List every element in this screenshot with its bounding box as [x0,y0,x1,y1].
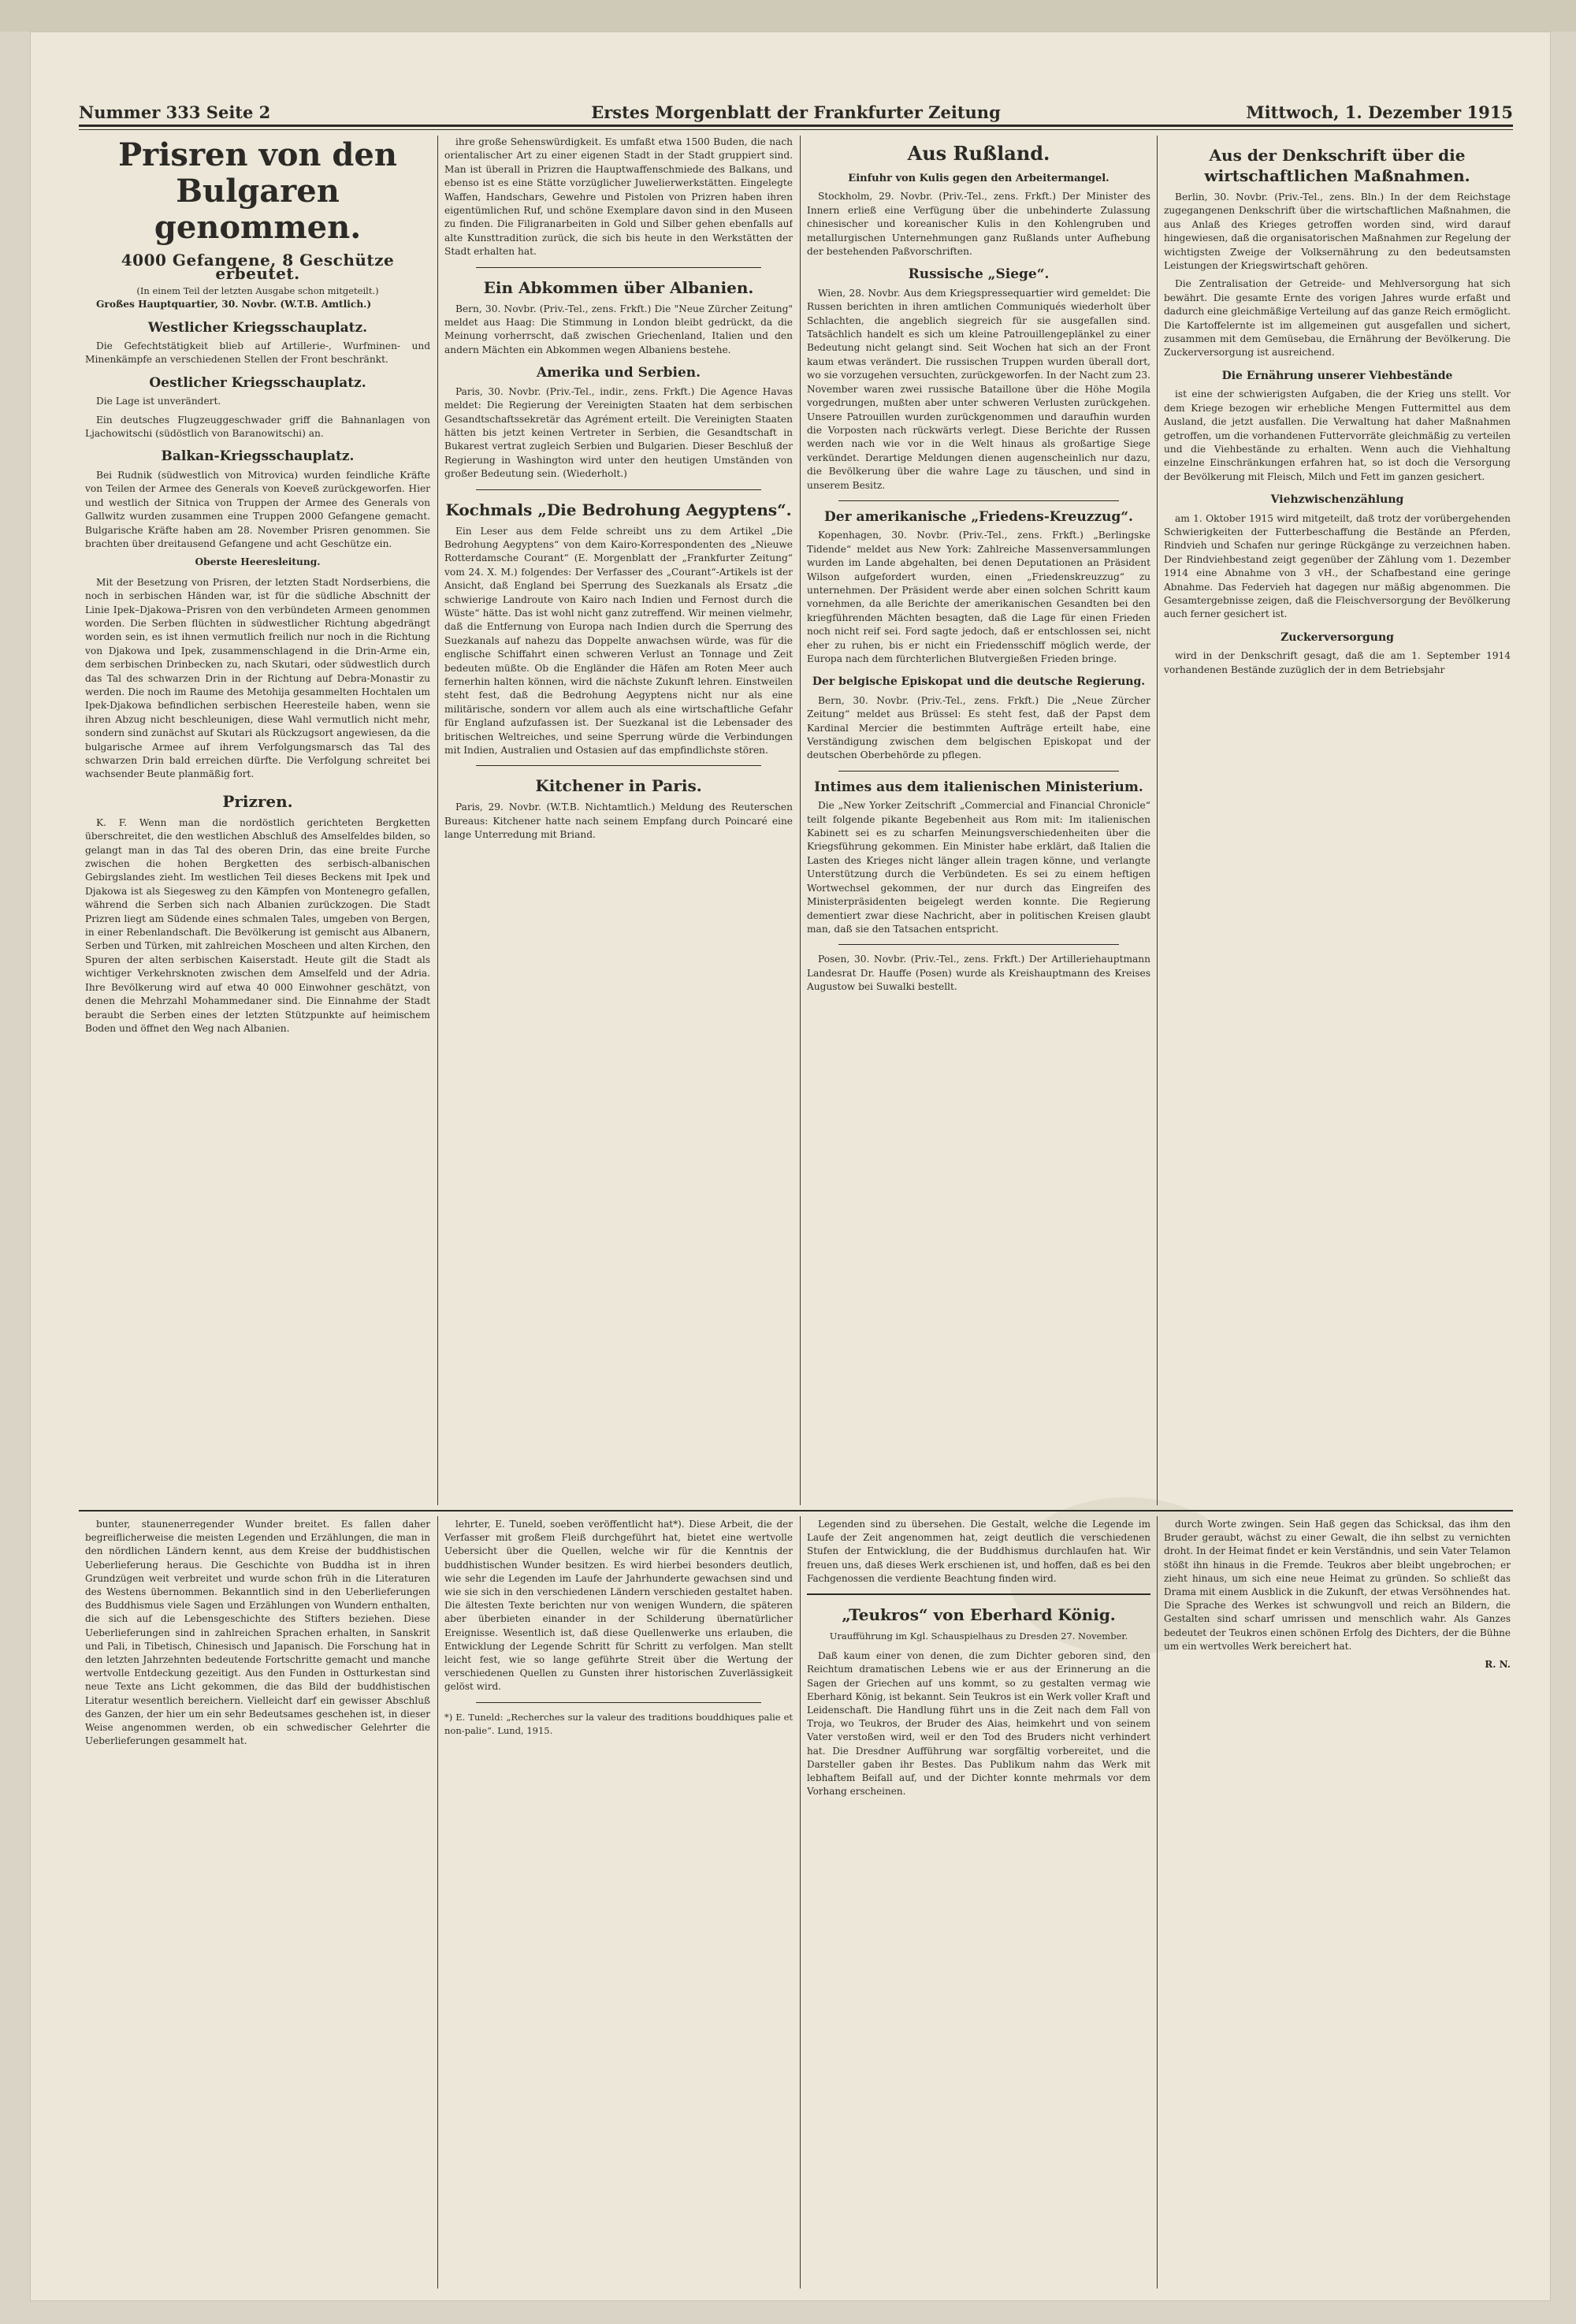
siege-text: Wien, 28. Novbr. Aus dem Kriegspressequartier wird gemeldet: Die Russen berichten in ihren amtlichen Communiqués wiederholt über Schlachten, die angeblich siegreich für sie ausgefallen sind. Tatsächlich handelt es sich um kleine Patrouillengeplänkel zu einer Bedeutung nicht gelangt sind. Seit Wochen hat sich an der Front kaum etwas verändert. Die russischen Truppen wurden überall dort, wo sie vorzugehen versuchten, zurückgeworfen. In der Nacht zum 23. November waren zwei russische Bataillone über die Höhe Mogila vorgedrungen, mußten aber unter schweren Verlusten zurückgehen. Unsere Patrouillen wurden zurückgenommen und daraufhin wurden die Vorposten nach rückwärts verlegt. Diese Berichte der Russen werden nach wie vor in die Welt hinaus als großartige Siege verkündet. Derartige Meldungen dienen augenscheinlich nur dazu, die Bevölkerung über die wahre Lage zu täuschen, und sind in unserem Besitz. [807,287,1150,491]
section-heading-west: Westlicher Kriegsschauplatz. [147,319,368,336]
edition-note: (In einem Teil der letzten Ausgabe schon mitgeteilt.) [136,284,379,296]
article-separator [807,1593,1150,1595]
prizren-text: K. F. Wenn man die nordöstlich gerichteten Bergketten überschreitet, die den westlichen Abschluß des Amselfeldes bilden, so gelangt man in das Tal des oberen Drin, das eine breite Furche zwischen die hohen Bergketten des serbisch-albanischen Gebirgslandes zieht. Im westlichen Teil dieses Beckens mit Ipek und Djakowa ist als Siegesweg zu den Kämpfen von Montenegro gefallen, während die Serben sich nach Albanien zurückzogen. Die Stadt Prizren liegt am Südende eines schmalen Tales, umgeben von Bergen, in einer Rebenlandschaft. Die Bevölkerung ist gemischt aus Albanern, Serben und Türken, mit zahlreichen Moscheen und alten Kirchen, den Spuren der alten serbischen Kaiserstadt. Heute gilt die Stadt als wichtiger Verkehrsknoten zwischen dem Amselfeld und der Adria. Ihre Bevölkerung wird auf etwa 40 000 Einwohner geschätzt, von denen die Mehrzahl Mohammedaner sind. Die Einnahme der Stadt beraubt die Serben eines der letzten Stützpunkte auf heimischem Boden und öffnet den Weg nach Albanien. [85,816,430,1034]
feuilleton-text-4: durch Worte zwingen. Sein Haß gegen das Schicksal, das ihm den Bruder geraubt, wächst zu einer Gewalt, die ihn selbst zu vernichten droht. In der Heimat findet er kein Verständnis, und sein Vater Telamon stößt ihn hinaus in die Fremde. Teukros aber bleibt ungebrochen; er zieht hinaus, um sich eine neue Heimat zu gründen. So schließt das Drama mit einem Ausblick in die Zukunft, der etwas Versöhnendes hat. Die Sprache des Werkes ist schwungvoll und reich an Bildern, die Gestalten sind scharf umrissen und menschlich wahr. Als Ganzes bedeutet der Teukros einen schönen Erfolg des Dichters, der die Bühne um ein wertvolles Werk bereichert hat. [1164,1519,1511,1652]
report-signature: Oberste Heeresleitung. [195,556,321,568]
vieh-text: ist eine der schwierigsten Aufgaben, die der Krieg uns stellt. Vor dem Kriege bezogen wir erhebliche Mengen Futtermittel aus dem Ausland, die jetzt ausfallen. Die Verwaltung hat daher Maßnahmen getroffen, um die vorhandenen Futtervorräte gleichmäßig zu verteilen und die Viehbestände zu erhalten. Wenn auch die Viehhaltung einzelne Einschränkungen erfahren hat, so ist doch die Versorgung der Bevölkerung mit Fleisch, Milch und Fett im ganzen gesichert. [1164,389,1511,482]
siege-heading: Russische „Siege“. [908,266,1050,283]
column-rule [800,136,801,1505]
column-rule [1157,136,1158,1505]
kreuzzug-text: Kopenhagen, 30. Novbr. (Priv.-Tel., zens. Frkft.) „Berlingske Tidende“ meldet aus New York: Zahlreiche Massenversammlungen wurden im Lande abgehalten, bei denen Deputationen an Präsident Wilson aufgefordert wurden, einen „Friedenskreuzzug“ zu unternehmen. Der Präsident werde aber einen solchen Schritt kaum vornehmen, da alle Berichte der amerikanischen Gesandten bei den kriegführenden Mächten besagten, daß die Lage für einen Frieden noch nicht reif sei. Ford sagte jedoch, daß er entschlossen sei, nicht eher zu ruhen, bis er nicht ein Friedensschiff möglich werde, der Europa nach dem fürchterlichen Blutvergießen Frieden bringe. [807,530,1150,664]
italien-text: Die „New Yorker Zeitschrift „Commercial and Financial Chronicle“ teilt folgende pikante Begebenheit aus Rom mit: Im italienischen Kabinett sei es zu scharfen Meinungsverschiedenheiten über die Kriegsführung gekommen. Ein Minister habe erklärt, daß Italien die Lasten des Krieges nicht länger allein tragen könne, und verlangte Unterstützung durch die Verbündeten. Es sei zu einem heftigen Wortwechsel gekommen, der nur durch das Eingreifen des Ministerpräsidenten beigelegt werden konnte. Die Regierung dementiert zwar diese Nachricht, aber in politischen Kreisen glaubt man, daß sie den Tatsachen entspricht. [807,800,1150,935]
teukros-subheading: Uraufführung im Kgl. Schauspielhaus zu Dresden 27. November. [829,1631,1128,1642]
italien-heading: Intimes aus dem italienischen Ministerium. [814,779,1143,795]
newspaper-title: Erstes Morgenblatt der Frankfurter Zeitung [591,102,1001,122]
feuilleton-column-4 [1164,1518,1511,2282]
column-4 [1164,136,1511,1505]
section-heading-ost: Oestlicher Kriegsschauplatz. [149,374,366,391]
column-3 [807,136,1150,1505]
balkan-report: Bei Rudnik (südwestlich von Mitrovica) wurden feindliche Kräfte von Teilen der Armee des Generals von Koeveß zurückgeworfen. Hier und westlich der Sitnica von Truppen der Armee des Generals von Gallwitz wurden zusammen eine Truppen 2000 Gefangene gemacht. Bulgarische Kräfte haben am 28. November Prisren genommen. Sie brachten über dreitausend Gefangene und acht Geschütze ein. [85,469,430,549]
ost-report-2: Ein deutsches Flugzeuggeschwader griff die Bahnanlagen von Ljachowitschi (südöstlich von Baranowitschi) an. [85,414,430,440]
column-rule [437,136,438,1505]
albanien-text: Bern, 30. Novbr. (Priv.-Tel., zens. Frkft.) Die "Neue Zürcher Zeitung" meldet aus Haag: Die Stimmung in London bleibt gedrückt, da die Meinung vorherrscht, daß zwischen Griechenland, Italien und den andern Mächten ein Abkommen wegen Albaniens bestehe. [444,303,793,355]
column-2 [444,136,793,1505]
viehzaehlung-text: am 1. Oktober 1915 wird mitgeteilt, daß trotz der vorübergehenden Schwierigkeiten der Futterbeschaffung die Bestände an Pferden, Rindvieh und Schafen nur geringe Rückgänge zu verzeichnen haben. Der Rindviehbestand zeigt gegenüber der Zählung vom 1. Dezember 1914 eine Abnahme von 3 vH., der Schafbestand eine geringe Abnahme. Das Federvieh hat dagegen nur mäßig abgenommen. Die Gesamtergebnisse zeigen, daß die Fleischversorgung der Bevölkerung auch ferner gesichert ist. [1164,512,1511,620]
kitchener-heading: Kitchener in Paris. [535,776,702,796]
feuilleton-column-3 [807,1518,1150,2282]
article-separator [838,771,1119,772]
russland-text: Stockholm, 29. Novbr. (Priv.-Tel., zens. Frkft.) Der Minister des Innern erließ eine Verfügung über die unbehinderte Zulassung chinesischer und koreanischer Kulis in den Kohlengruben und metallurgischen Unternehmungen ganz Rußlands unter Aufhebung der bestehenden Paßvorschriften. [807,191,1150,258]
russland-heading: Aus Rußland. [907,142,1050,165]
article-separator [476,489,761,490]
issue-number: Nummer 333 Seite 2 [79,102,271,122]
main-headline: Prisren von den Bulgaren genommen. [118,136,397,246]
zucker-text: wird in der Denkschrift gesagt, daß die am 1. September 1914 vorhandenen Bestände zuzüglich der in dem Betriebsjahr [1164,650,1511,675]
feuilleton-column-2 [444,1518,793,2282]
denkschrift-heading: Aus der Denkschrift über die wirtschaftlichen Maßnahmen. [1204,146,1470,185]
russland-subheading: Einfuhr von Kulis gegen den Arbeitermangel. [848,173,1110,184]
feuilleton-column-1 [85,1518,430,2282]
article-separator [476,765,761,766]
issue-date: Mittwoch, 1. Dezember 1915 [1246,102,1513,122]
column-rule [800,1516,801,2289]
author-signature: R. N. [1485,1659,1511,1671]
getreide-text: Die Zentralisation der Getreide- und Mehlversorgung hat sich bewährt. Die gesamte Ernte des vorigen Jahres wurde erfaßt und dadurch eine gleichmäßige Verteilung auf das ganze Reich ermöglicht. Die Kartoffelernte ist im allgemeinen gut ausgefallen und sichert, zusammen mit dem Gemüsebau, die Ernährung der Bevölkerung. Die Zuckerversorgung ist ausreichend. [1164,278,1511,359]
ost-report-1: Die Lage ist unverändert. [96,396,221,407]
footnote-separator [476,1702,761,1703]
zucker-heading: Zuckerversorgung [1280,630,1394,644]
west-report: Die Gefechtstätigkeit blieb auf Artillerie-, Wurfminen- und Minenkämpfe an verschiedenen Stellen der Front beschränkt. [85,340,430,366]
column-rule [437,1516,438,2289]
episkopat-text: Bern, 30. Novbr. (Priv.-Tel., zens. Frkft.) Die „Neue Zürcher Zeitung“ meldet aus Brüssel: Es steht fest, daß der Papst dem Kardinal Mercier die bestimmten Aufträge erteilt habe, eine Verständigung zwischen dem belgischen Episkopat und der deutschen Oberbehörde zu pflegen. [807,694,1150,761]
feuilleton-text-1: bunter, staunenerregender Wunder breitet. Es fallen daher begreiflicherweise die meisten Legenden und Erzählungen, die man in den nördlichen Ländern kennt, aus dem Kreise der buddhistischen Ueberlieferung heraus. Die Geschichte von Buddha ist in ihren Grundzügen weit verbreitet und wurde schon früh in die Literaturen des Westens übernommen. Bekanntlich sind in den Ueberlieferungen des Buddhismus viele Sagen und Erzählungen von Wundern enthalten, die sich auf die Lebensgeschichte des Stifters beziehen. Diese Ueberlieferungen sind in zahlreichen Sprachen erhalten, in Sanskrit und Pali, in Tibetisch, Chinesisch und Japanisch. Die Forschung hat in den letzten Jahrzehnten bedeutende Fortschritte gemacht und manche wertvolle Entdeckung gezeitigt. Aus den Funden in Ostturkestan sind neue Texte ans Licht gekommen, die das Bild der buddhistischen Literatur wesentlich bereichern. Vielleicht darf ein gewisser Abschluß des Ganzen, der hier um ein sehr Bedeutsames geschehen ist, in dieser Weise angenommen werden, ob ein schwedischer Gelehrter die Ueberlieferungen gesammelt hat. [85,1519,430,1747]
subheadline: 4000 Gefangene, 8 Geschütze erbeutet. [121,251,395,284]
amerika-heading: Amerika und Serbien. [536,365,701,381]
aegypten-heading: Kochmals „Die Bedrohung Aegyptens“. [445,500,792,519]
feuilleton-text-3: Legenden sind zu übersehen. Die Gestalt, welche die Legende im Laufe der Zeit angenommen hat, zeigt deutlich die verschiedenen Stufen der Entwicklung, die der Buddhismus durchlaufen hat. Wir freuen uns, daß dieses Werk erschienen ist, und hoffen, daß es bei den Fachgenossen die verdiente Beachtung finden wird. [807,1519,1150,1584]
prizren-continued: ihre große Sehenswürdigkeit. Es umfaßt etwa 1500 Buden, die nach orientalischer Art zu einer eigenen Stadt in der Stadt gruppiert sind. Man ist überall in Prizren die Hauptwaffenschmiede des Balkans, und ebenso ist es eine Stätte vorzüglicher Juwelierwerkstätten. Eingelegte Waffen, Handschars, Gewehre und Pistolen von Prizren haben ihren eigentümlichen Ruf, und schöne Exemplare davon sind in den Museen zu finden. Die Filigranarbeiten in Gold und Silber gehen ebenfalls auf alte Kunsttradition zurück, die sich bis heute in den Werkstätten der Stadt erhalten hat. [444,136,793,258]
teukros-text: Daß kaum einer von denen, die zum Dichter geboren sind, den Reichtum dramatischen Lebens wie er aus der Erinnerung an die Sagen der Griechen auf uns kommt, so zu gestalten vermag wie Eberhard König, ist bekannt. Sein Teukros ist ein Werk voller Kraft und Leidenschaft. Die Handlung führt uns in die Zeit nach dem Fall von Troja, wo Teukros, der Bruder des Aias, heimkehrt und von seinem Vater verstoßen wird, weil er den Tod des Bruders nicht verhindert hat. Die Dresdner Aufführung war sorgfältig vorbereitet, und die Darsteller gaben ihr Bestes. Das Publikum nahm das Werk mit lebhaftem Beifall auf, und der Dichter konnte mehrmals vor dem Vorhang erscheinen. [807,1650,1150,1798]
article-separator [476,267,761,268]
viehzaehlung-heading: Viehzwischenzählung [1270,493,1404,507]
denkschrift-intro: Berlin, 30. Novbr. (Priv.-Tel., zens. Bln.) In der dem Reichstage zugegangenen Denkschrift über die wirtschaftlichen Maßnahmen, die aus Anlaß des Krieges getroffen worden sind, wird darauf hingewiesen, daß die organisatorischen Maßnahmen zur Regelung der wichtigsten Zweige der Volksernährung zu den bedeutsamsten Leistungen der Kriegswirtschaft gehören. [1164,191,1511,272]
article-separator [838,944,1119,945]
footnote: *) E. Tuneld: „Recherches sur la valeur des traditions bouddhiques palie et non-palie“. Lund, 1915. [444,1711,793,1736]
page-edge [0,0,1576,32]
masthead-rule [79,129,1513,130]
prizren-heading: Prizren. [222,791,293,811]
article-separator [838,500,1119,501]
column-1 [85,136,430,1505]
albanien-heading: Ein Abkommen über Albanien. [483,277,754,297]
dateline: Großes Hauptquartier, 30. Novbr. (W.T.B. Amtlich.) [96,299,372,310]
feuilleton-rule [79,1510,1513,1512]
vieh-heading: Die Ernährung unserer Viehbestände [1221,369,1453,382]
masthead [79,102,1513,127]
kitchener-text: Paris, 29. Novbr. (W.T.B. Nichtamtlich.) Meldung des Reuterschen Bureaus: Kitchener hatte nach seinem Empfang durch Poincaré eine lange Unterredung mit Briand. [444,801,793,841]
kreuzzug-heading: Der amerikanische „Friedens-Kreuzzug“. [824,508,1133,525]
episkopat-heading: Der belgische Episkopat und die deutsche Regierung. [812,675,1146,689]
aegypten-text: Ein Leser aus dem Felde schreibt uns zu dem Artikel „Die Bedrohung Aegyptens“ von dem Kairo-Korrespondenten des „Nieuwe Rotterdamsche Courant“ (E. Morgenblatt der „Frankfurter Zeitung“ vom 24. X. M.) folgendes: Der Verfasser des „Courant“-Artikels ist der Ansicht, daß England bei Sperrung des Suezkanals als Ersatz „die schwierige Landroute von Kairo nach Indien und Fernost durch die Wüste“ hätte. Das ist wohl nicht ganz zutreffend. Wir meinen vielmehr, daß die Entfernung von Europa nach Indien durch die Sperrung des Suezkanals auf nahezu das Doppelte anwachsen würde, was für die englische Schiffahrt einen schweren Verlust an Tonnage und Zeit bedeuten müßte. Ob die Engländer die Häfen am Roten Meer auch fernerhin halten können, wird die nächste Zukunft lehren. Einstweilen steht fest, daß die Bedrohung Aegyptens nicht nur als eine militärische, sondern vor allem auch als eine wirtschaftliche Gefahr für England aufzufassen ist. Der Suezkanal ist die Lebensader des britischen Weltreiches, und seine Sperrung würde die Verbindungen mit Indien, Australien und Ostasien auf das empfindlichste stören. [444,525,793,757]
section-heading-balkan: Balkan-Kriegsschauplatz. [161,448,355,465]
column-rule [1157,1516,1158,2289]
analysis-text: Mit der Besetzung von Prisren, der letzten Stadt Nordserbiens, die noch in serbischen Händen war, ist für die südliche Abschnitt der Linie Ipek–Djakowa–Prisren von den verbündeten Armeen genommen worden. Die Serben flüchten in südwestlicher Richtung abgedrängt worden sein, es ist ihnen vermutlich freilich nur noch in die Richtung von Djakowa und Ipek, zusammenschlagend in die Drin-Arme ein, dem serbischen Drinbecken zu, nach Skutari, oder südwestlich durch das Tal des schwarzen Drin in der Richtung auf Debra-Monastir zu werden. Die noch im Raume des Metohija gesammelten Hochtalen um Ipek-Djakowa befindlichen serbischen Heeresteile haben, wenn sie ihren Abzug nicht beschleunigen, diese Wahl vermutlich nicht mehr, sondern sind zunächst auf Skutari als Rückzugsort angewiesen, da die bulgarische Armee auf ihrem Verfolgungsmarsch das Tal des schwarzen Drin bald erreichen dürfte. Die Verfolgung schreitet bei wachsender Beute planmäßig fort. [85,576,430,780]
amerika-text: Paris, 30. Novbr. (Priv.-Tel., indir., zens. Frkft.) Die Agence Havas meldet: Die Regierung der Vereinigten Staaten hat dem serbischen Gesandtschaftssekretär das Agrément erteilt. Die Vereinigten Staaten hätten bis jetzt keinen Vertreter in Serbien, die Gesandtschaft in Bukarest vertrat zugleich Serbien und Bulgarien. Dieser Beschluß der Regierung in Washington wird unter den heutigen Umständen von großer Bedeutung sein. (Wiederholt.) [444,385,793,480]
feuilleton-text-2: lehrter, E. Tuneld, soeben veröffentlicht hat*). Diese Arbeit, die der Verfasser mit großem Fleiß durchgeführt hat, bietet eine wertvolle Uebersicht über die Quellen, welche wir für die Kenntnis der buddhistischen Wunder besitzen. Es wird hierbei besonders deutlich, wie sehr die Legenden im Laufe der Jahrhunderte gewachsen sind und wie sie sich in den verschiedenen Ländern verschieden gestaltet haben. Die ältesten Texte berichten nur von wenigen Wundern, die späteren aber überbieten einander in der Schilderung übernatürlicher Ereignisse. Wesentlich ist, daß diese Quellenwerke uns erlauben, die Entwicklung der Legende Schritt für Schritt zu verfolgen. Man stellt leicht fest, wie so lange geführte Streit über die Wertung der verschiedenen Quellen zu Gunsten ihrer historischen Zuverlässigkeit gelöst wird. [444,1519,793,1693]
teukros-heading: „Teukros“ von Eberhard König. [842,1605,1116,1625]
posen-text: Posen, 30. Novbr. (Priv.-Tel., zens. Frkft.) Der Artilleriehauptmann Landesrat Dr. Hauffe (Posen) wurde als Kreishauptmann des Kreises Augustow bei Suwalki bestellt. [807,954,1150,993]
